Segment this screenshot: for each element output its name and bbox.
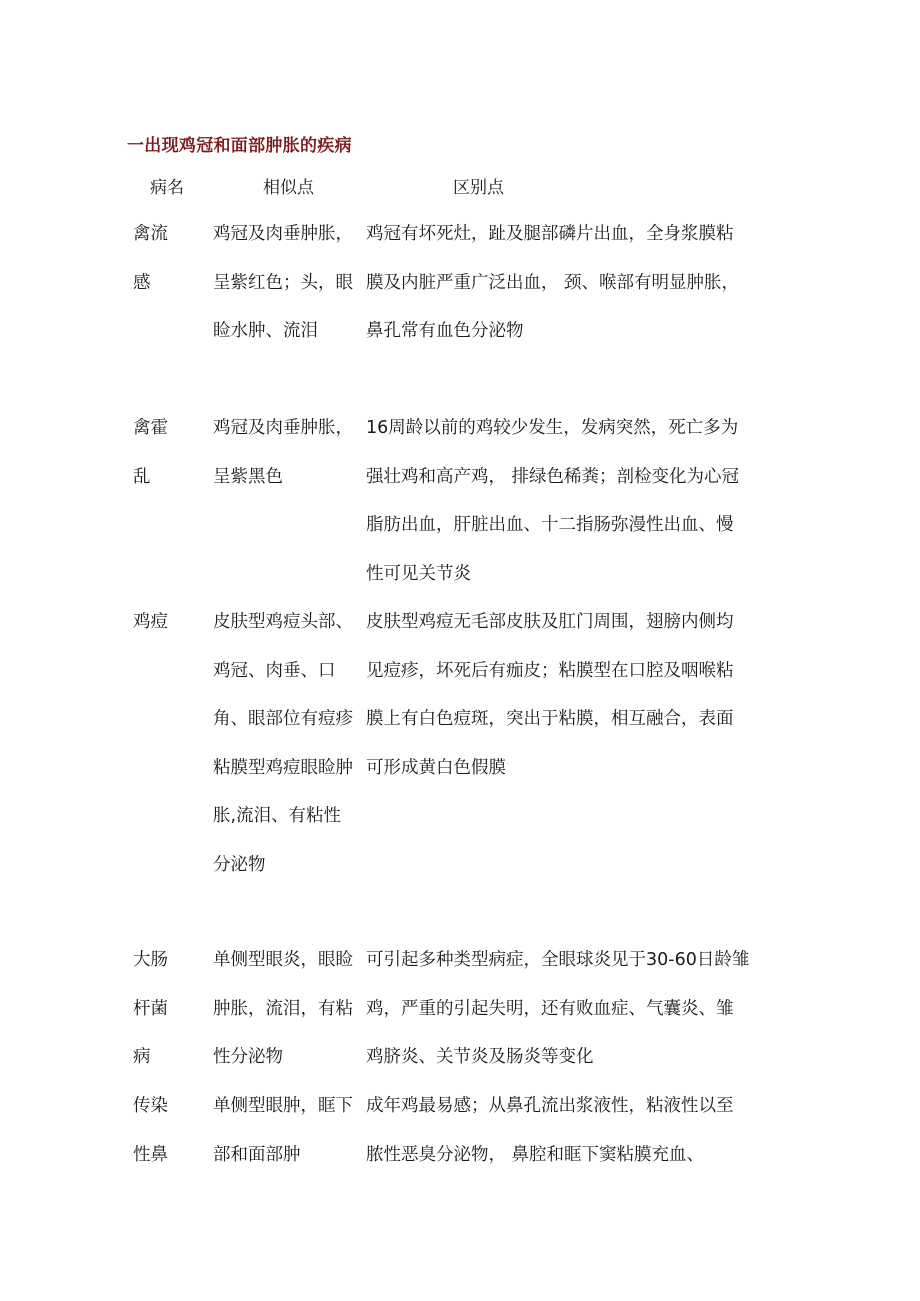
differences-cell: 可引起多种类型病症，全眼球炎见于30-60日龄雏鸡，严重的引起失明，还有败血症、气囊炎、雏鸡脐炎、关节炎及肠炎等变化	[366, 950, 750, 1067]
disease-name-cell: 鸡痘	[133, 612, 168, 632]
header-differences: 区别点	[453, 178, 504, 198]
disease-name-cell: 传染性鼻	[133, 1096, 168, 1165]
differences-cell: 16周龄以前的鸡较少发生，发病突然，死亡多为强壮鸡和高产鸡， 排绿色稀粪；剖检变化为心冠脂肪出血，肝脏出血、十二指肠弥漫性出血、慢性可见关节炎	[366, 418, 740, 584]
section-title: 一出现鸡冠和面部肿胀的疾病	[127, 136, 352, 156]
similarities-cell: 鸡冠及肉垂肿胀，呈紫红色；头，眼睑水肿、流泪	[213, 224, 353, 341]
differences-cell: 成年鸡最易感；从鼻孔流出浆液性，粘液性以至脓性恶臭分泌物， 鼻腔和眶下窦粘膜充血、	[366, 1096, 734, 1165]
similarities-cell: 皮肤型鸡痘头部、鸡冠、肉垂、口角、眼部位有痘疹粘膜型鸡痘眼睑肿胀,流泪、有粘性分泌物	[213, 612, 353, 875]
similarities-cell: 单侧型眼炎，眼睑肿胀，流泪，有粘性分泌物	[213, 950, 353, 1067]
similarities-cell: 单侧型眼肿，眶下部和面部肿	[213, 1096, 353, 1165]
differences-cell: 皮肤型鸡痘无毛部皮肤及肛门周围，翅膀内侧均见痘疹，坏死后有痂皮；粘膜型在口腔及咽喉粘膜上有白色痘斑，突出于粘膜，相互融合，表面可形成黄白色假膜	[366, 612, 734, 778]
disease-name-cell: 禽流感	[133, 224, 168, 293]
disease-name-cell: 大肠杆菌病	[133, 950, 168, 1067]
header-disease-name: 病名	[150, 178, 184, 198]
disease-name-cell: 禽霍乱	[133, 418, 168, 487]
header-similarities: 相似点	[263, 178, 314, 198]
similarities-cell: 鸡冠及肉垂肿胀，呈紫黑色	[213, 418, 353, 487]
differences-cell: 鸡冠有坏死灶，趾及腿部磷片出血，全身浆膜粘膜及内脏严重广泛出血， 颈、喉部有明显肿胀，鼻孔常有血色分泌物	[366, 224, 740, 341]
